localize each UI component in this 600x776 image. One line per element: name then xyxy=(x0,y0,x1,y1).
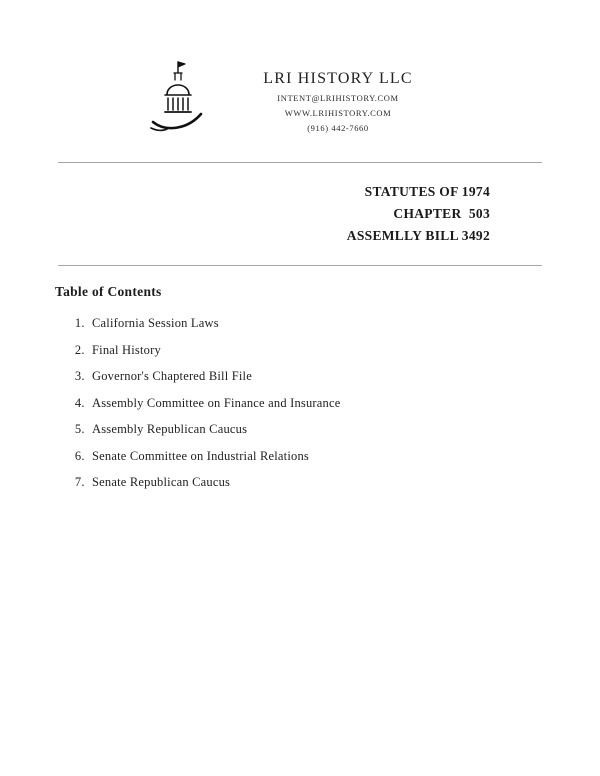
toc-item: 4. Assembly Committee on Finance and Insurance xyxy=(88,396,600,411)
toc-item: 7. Senate Republican Caucus xyxy=(88,475,600,490)
contact-block xyxy=(233,58,443,133)
toc-item: 5. Assembly Republican Caucus xyxy=(88,422,600,437)
toc-item: 2. Final History xyxy=(88,343,600,358)
letterhead xyxy=(0,0,600,142)
statutes-line: STATUTES OF 1974 xyxy=(364,184,490,199)
contact-email: INTENT@LRIHISTORY.COM xyxy=(277,93,399,103)
toc-list xyxy=(0,316,600,490)
company-name: LRI HISTORY LLC xyxy=(263,70,413,87)
toc-item: 6. Senate Committee on Industrial Relations xyxy=(88,449,600,464)
contact-website: WWW.LRIHISTORY.COM xyxy=(284,108,392,118)
chapter-line: CHAPTER 503 xyxy=(393,206,490,221)
contact-phone: (916) 442-7660 xyxy=(307,123,369,133)
divider-bottom xyxy=(58,265,542,266)
toc-item: 3. Governor's Chaptered Bill File xyxy=(88,369,600,384)
toc-heading: Table of Contents xyxy=(55,284,162,299)
assembly-bill-line: ASSEMLLY BILL 3492 xyxy=(346,228,490,243)
statute-reference-block xyxy=(0,163,600,265)
capitol-sketch-icon xyxy=(143,58,209,142)
toc-item: 1. California Session Laws xyxy=(88,316,600,331)
